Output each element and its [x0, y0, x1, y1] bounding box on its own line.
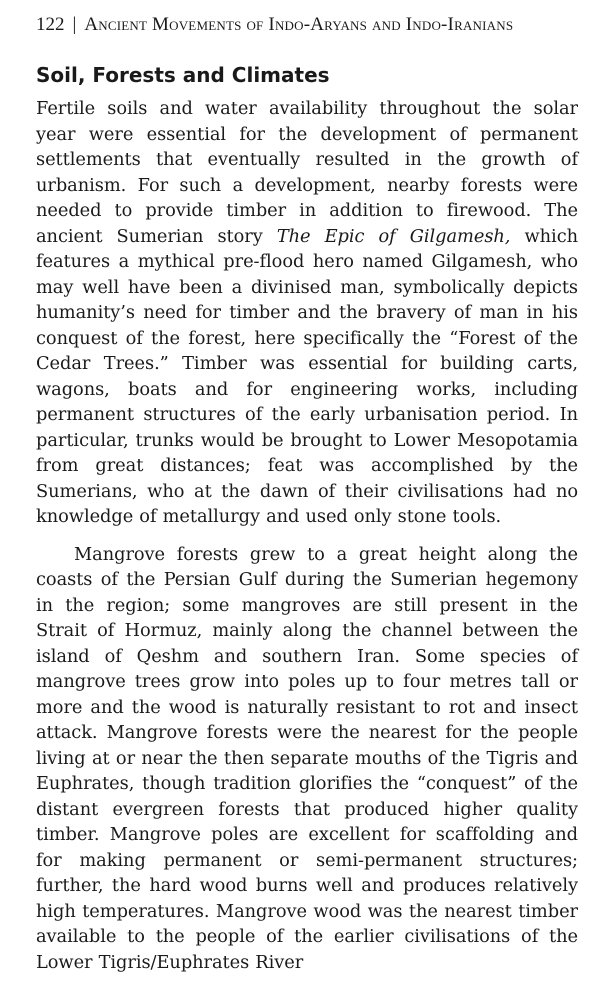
book-title-italic: The Epic of Gilgamesh, [276, 225, 511, 247]
running-head [36, 14, 578, 36]
running-head-title: Ancient Movements of Indo-Aryans and Indo-Iranians [84, 14, 514, 35]
paragraph-1-text-b: which features a mythical pre-flood hero named Gilgamesh, who may well have been a divinised man, symbolically depicts humanity’s need for timber and the bravery of man in his conquest of the forest, here specifically the “Forest of the Cedar Trees.” Timber was essential for building carts, wagons, boats and for engineering works, including permanent structures of the early urbanisation period. In particular, trunks would be brought to Lower Mesopotamia from great distances; feat was accomplished by the Sumerians, who at the dawn of their civilisations had no knowledge of metallurgy and used only stone tools. [36, 225, 578, 527]
paragraph-2: Mangrove forests grew to a great height along the coasts of the Persian Gulf during the Sumerian hegemony in the region; some mangroves are still present in the Strait of Hormuz, mainly along the channel between the island of Qeshm and southern Iran. Some species of mangrove trees grow into poles up to four metres tall or more and the wood is naturally resistant to rot and insect attack. Mangrove forests were the nearest for the people living at or near the then separate mouths of the Tigris and Euphrates, though tradition glorifies the “conquest” of the distant evergreen forests that produced higher quality timber. Mangrove poles are excellent for scaffolding and for making permanent or semi-permanent structures; further, the hard wood burns well and produces relatively high temperatures. Mangrove wood was the nearest timber available to the people of the earlier civilisations of the Lower Tigris/Euphrates River [36, 543, 578, 973]
running-head-separator: | [72, 14, 77, 35]
section-heading: Soil, Forests and Climates [36, 63, 330, 87]
paragraph-1-text-a: Fertile soils and water availability throughout the solar year were essential for the development of permanent settlements that eventually resulted in the growth of urbanism. For such a development, nearby forests were needed to provide timber in addition to firewood. The ancient Sumerian story [36, 98, 578, 247]
paragraph-1 [36, 96, 578, 530]
page-number: 122 [36, 14, 65, 35]
